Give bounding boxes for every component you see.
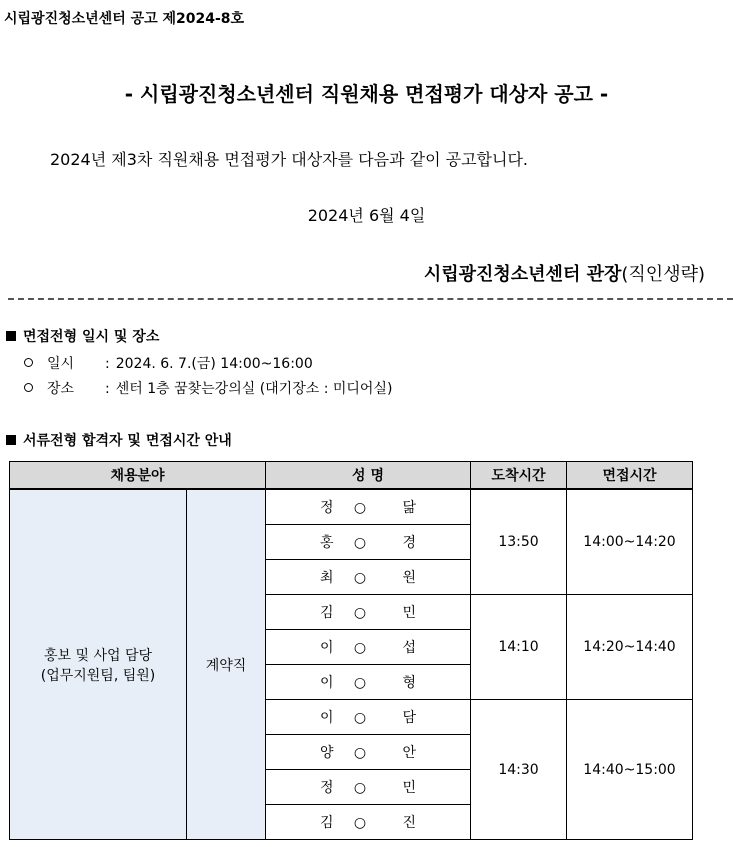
candidate-name: 정 ○ 민 — [266, 770, 471, 805]
item-label: 장소 — [47, 381, 75, 397]
intro-text: 2024년 제3차 직원채용 면접평가 대상자를 다음과 같이 공고합니다. — [50, 150, 528, 169]
interview-time: 14:00~14:20 — [567, 489, 693, 595]
table-header-row — [10, 462, 693, 490]
notice-date: 2024년 6월 4일 — [307, 206, 426, 225]
dashed-divider — [8, 298, 733, 300]
candidate-name: 김 ○ 진 — [266, 805, 471, 840]
table-row — [10, 489, 693, 525]
header-field: 채용분야 — [10, 462, 266, 490]
arrival-time: 14:10 — [471, 595, 567, 700]
candidate-name: 이 ○ 섭 — [266, 630, 471, 665]
issuer — [424, 260, 705, 286]
arrival-time: 14:30 — [471, 700, 567, 840]
candidate-name: 최 ○ 원 — [266, 560, 471, 595]
square-bullet-icon — [6, 331, 16, 341]
item-value: 2024. 6. 7.(금) 14:00~16:00 — [115, 356, 313, 372]
page-title: - 시립광진청소년센터 직원채용 면접평가 대상자 공고 - — [124, 82, 609, 106]
section-heading-label: 서류전형 합격자 및 면접시간 안내 — [23, 433, 232, 449]
candidate-name: 홍 ○ 경 — [266, 525, 471, 560]
team-name: (업무지원팀, 팀원) — [40, 667, 156, 684]
candidate-name: 이 ○ 담 — [266, 700, 471, 735]
interview-time: 14:20~14:40 — [567, 595, 693, 700]
candidate-name: 이 ○ 형 — [266, 665, 471, 700]
interview-schedule-table — [9, 461, 693, 840]
colon: : — [105, 356, 110, 372]
arrival-time: 13:50 — [471, 489, 567, 595]
section-heading-interview — [6, 326, 159, 346]
issuer-name: 시립광진청소년센터 관장 — [423, 264, 622, 285]
section-heading-label: 면접전형 일시 및 장소 — [23, 329, 160, 345]
circle-bullet-icon — [24, 358, 33, 367]
candidate-name: 김 ○ 민 — [266, 595, 471, 630]
seal-note: (직인생략) — [621, 264, 705, 285]
item-value: 센터 1층 꿈찾는강의실 (대기장소 : 미디어실) — [115, 381, 393, 397]
schedule-item-datetime — [24, 353, 313, 373]
candidate-name: 정 ○ 닮 — [266, 489, 471, 525]
item-label: 일시 — [47, 356, 75, 372]
header-arrival: 도착시간 — [471, 462, 567, 490]
header-name: 성 명 — [266, 462, 471, 490]
field-cell — [10, 489, 187, 840]
field-name: 홍보 및 사업 담당 — [43, 647, 153, 664]
notice-number: 시립광진청소년센터 공고 제2024-8호 — [4, 11, 245, 27]
circle-bullet-icon — [24, 383, 33, 392]
colon: : — [105, 381, 110, 397]
square-bullet-icon — [6, 435, 16, 445]
schedule-item-place — [24, 378, 392, 398]
employment-type-cell: 계약직 — [187, 489, 266, 840]
interview-time: 14:40~15:00 — [567, 700, 693, 840]
candidate-name: 양 ○ 안 — [266, 735, 471, 770]
header-interview: 면접시간 — [567, 462, 693, 490]
section-heading-results — [6, 430, 232, 450]
